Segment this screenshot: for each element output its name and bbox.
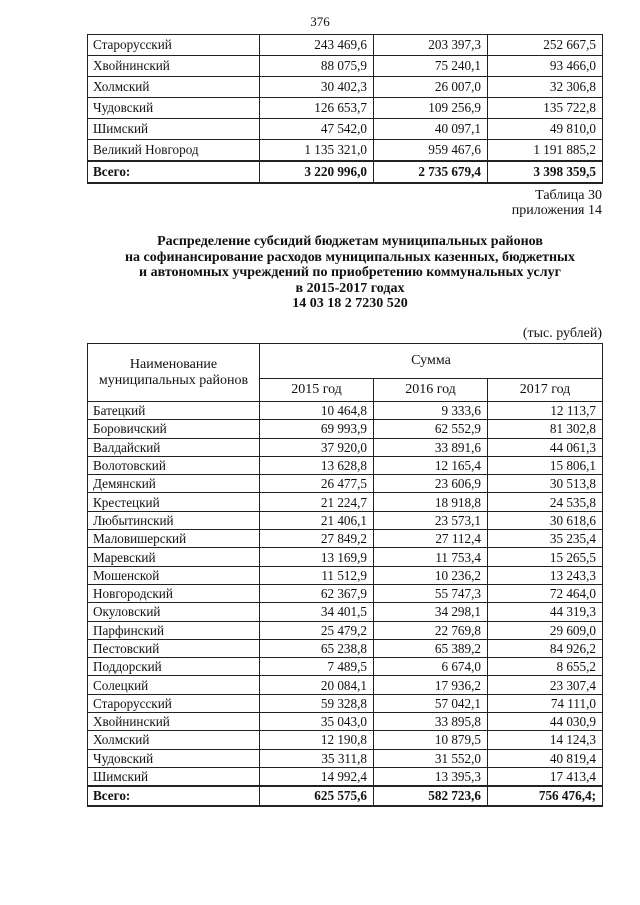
amount-cell: 12 190,8: [260, 731, 374, 749]
table-row: [88, 493, 603, 511]
amount-cell: 15 806,1: [488, 456, 603, 474]
district-name: Окуловский: [88, 603, 260, 621]
table-row: [88, 639, 603, 657]
amount-cell: 35 043,0: [260, 713, 374, 731]
amount-cell: 74 111,0: [488, 694, 603, 712]
district-name: Холмский: [88, 77, 260, 98]
district-name: Боровичский: [88, 420, 260, 438]
district-name: Маловишерский: [88, 530, 260, 548]
total-row: [88, 161, 603, 183]
amount-cell: 14 124,3: [488, 731, 603, 749]
amount-cell: 34 401,5: [260, 603, 374, 621]
table-row: [88, 548, 603, 566]
table-row: [88, 140, 603, 162]
amount-cell: 1 135 321,0: [260, 140, 374, 162]
amount-cell: 47 542,0: [260, 119, 374, 140]
amount-cell: 23 573,1: [374, 511, 488, 529]
header-sum: Сумма: [260, 344, 603, 379]
amount-cell: 17 936,2: [374, 676, 488, 694]
district-name: Чудовский: [88, 98, 260, 119]
table-row: [88, 119, 603, 140]
amount-cell: 59 328,8: [260, 694, 374, 712]
district-name: Новгородский: [88, 584, 260, 602]
total-amount: 2 735 679,4: [374, 161, 488, 183]
amount-cell: 13 169,9: [260, 548, 374, 566]
amount-cell: 55 747,3: [374, 584, 488, 602]
district-name: Крестецкий: [88, 493, 260, 511]
amount-cell: 81 302,8: [488, 420, 603, 438]
amount-cell: 15 265,5: [488, 548, 603, 566]
amount-cell: 6 674,0: [374, 658, 488, 676]
amount-cell: 7 489,5: [260, 658, 374, 676]
total-amount: 756 476,4;: [488, 786, 603, 805]
total-label: Всего:: [88, 161, 260, 183]
total-amount: 3 398 359,5: [488, 161, 603, 183]
amount-cell: 49 810,0: [488, 119, 603, 140]
amount-cell: 20 084,1: [260, 676, 374, 694]
district-name: Солецкий: [88, 676, 260, 694]
amount-cell: 17 413,4: [488, 767, 603, 786]
table-body: [88, 402, 603, 806]
title-line: и автономных учреждений по приобретению коммунальных услуг: [139, 265, 561, 280]
district-name: Хвойнинский: [88, 713, 260, 731]
amount-cell: 34 298,1: [374, 603, 488, 621]
amount-cell: 72 464,0: [488, 584, 603, 602]
amount-cell: 21 224,7: [260, 493, 374, 511]
amount-cell: 23 307,4: [488, 676, 603, 694]
header-year: 2015 год: [260, 379, 374, 402]
amount-cell: 135 722,8: [488, 98, 603, 119]
amount-cell: 8 655,2: [488, 658, 603, 676]
amount-cell: 35 235,4: [488, 530, 603, 548]
amount-cell: 23 606,9: [374, 475, 488, 493]
table-previous-continuation: [87, 34, 603, 184]
title-line: на софинансирование расходов муниципальных казенных, бюджетных: [124, 249, 575, 265]
total-row: [88, 786, 603, 805]
amount-cell: 44 061,3: [488, 438, 603, 456]
district-name: Хвойнинский: [88, 56, 260, 77]
table-row: [88, 731, 603, 749]
title-line: Распределение субсидий бюджетам муниципальных районов: [157, 234, 543, 249]
amount-cell: 31 552,0: [374, 749, 488, 767]
amount-cell: 252 667,5: [488, 35, 603, 56]
table-row: [88, 676, 603, 694]
district-name: Маревский: [88, 548, 260, 566]
total-amount: 3 220 996,0: [260, 161, 374, 183]
amount-cell: 10 879,5: [374, 731, 488, 749]
amount-cell: 29 609,0: [488, 621, 603, 639]
amount-cell: 13 628,8: [260, 456, 374, 474]
title-line: в 2015-2017 годах: [295, 280, 405, 296]
amount-cell: 30 513,8: [488, 475, 603, 493]
subsidy-distribution-table: [87, 343, 603, 807]
table-title: [60, 234, 640, 312]
amount-cell: 126 653,7: [260, 98, 374, 119]
amount-cell: 26 007,0: [374, 77, 488, 98]
amount-cell: 88 075,9: [260, 56, 374, 77]
amount-cell: 25 479,2: [260, 621, 374, 639]
total-label: Всего:: [88, 786, 260, 805]
table-row: [88, 475, 603, 493]
table-row: [88, 35, 603, 56]
table-row: [88, 420, 603, 438]
table-row: [88, 767, 603, 786]
table-number: Таблица 30: [535, 188, 602, 203]
district-name: Чудовский: [88, 749, 260, 767]
table-row: [88, 98, 603, 119]
table-row: [88, 511, 603, 529]
units-label: (тыс. рублей): [522, 326, 602, 341]
district-name: Великий Новгород: [88, 140, 260, 162]
amount-cell: 62 552,9: [374, 420, 488, 438]
amount-cell: 44 319,3: [488, 603, 603, 621]
district-name: Демянский: [88, 475, 260, 493]
amount-cell: 18 918,8: [374, 493, 488, 511]
table-row: [88, 438, 603, 456]
district-name: Валдайский: [88, 438, 260, 456]
table-row: [88, 621, 603, 639]
amount-cell: 13 395,3: [374, 767, 488, 786]
amount-cell: 84 926,2: [488, 639, 603, 657]
amount-cell: 27 112,4: [374, 530, 488, 548]
amount-cell: 30 402,3: [260, 77, 374, 98]
amount-cell: 10 464,8: [260, 402, 374, 420]
amount-cell: 21 406,1: [260, 511, 374, 529]
header-year: 2016 год: [374, 379, 488, 402]
table-row: [88, 402, 603, 420]
amount-cell: 14 992,4: [260, 767, 374, 786]
district-name: Волотовский: [88, 456, 260, 474]
amount-cell: 11 753,4: [374, 548, 488, 566]
amount-cell: 11 512,9: [260, 566, 374, 584]
header-name-column: Наименование муниципальных районов: [88, 344, 260, 402]
amount-cell: 26 477,5: [260, 475, 374, 493]
amount-cell: 13 243,3: [488, 566, 603, 584]
amount-cell: 109 256,9: [374, 98, 488, 119]
district-name: Шимский: [88, 767, 260, 786]
amount-cell: 22 769,8: [374, 621, 488, 639]
table-row: [88, 584, 603, 602]
amount-cell: 65 389,2: [374, 639, 488, 657]
table-row: [88, 566, 603, 584]
district-name: Мошенской: [88, 566, 260, 584]
district-name: Любытинский: [88, 511, 260, 529]
district-name: Батецкий: [88, 402, 260, 420]
budget-code: 14 03 18 2 7230 520: [292, 296, 408, 311]
page-number: 376: [310, 14, 330, 29]
amount-cell: 35 311,8: [260, 749, 374, 767]
amount-cell: 10 236,2: [374, 566, 488, 584]
table-row: [88, 77, 603, 98]
amount-cell: 40 097,1: [374, 119, 488, 140]
table-row: [88, 530, 603, 548]
table-row: [88, 694, 603, 712]
table-row: [88, 713, 603, 731]
amount-cell: 9 333,6: [374, 402, 488, 420]
header-year: 2017 год: [488, 379, 603, 402]
amount-cell: 959 467,6: [374, 140, 488, 162]
table-row: [88, 749, 603, 767]
district-name: Старорусский: [88, 694, 260, 712]
amount-cell: 37 920,0: [260, 438, 374, 456]
amount-cell: 203 397,3: [374, 35, 488, 56]
total-amount: 582 723,6: [374, 786, 488, 805]
amount-cell: 24 535,8: [488, 493, 603, 511]
amount-cell: 44 030,9: [488, 713, 603, 731]
district-name: Поддорский: [88, 658, 260, 676]
table-row: [88, 603, 603, 621]
amount-cell: 30 618,6: [488, 511, 603, 529]
table-row: [88, 56, 603, 77]
amount-cell: 75 240,1: [374, 56, 488, 77]
amount-cell: 33 891,6: [374, 438, 488, 456]
district-name: Шимский: [88, 119, 260, 140]
table-reference: [512, 188, 602, 218]
table-body: [88, 35, 603, 184]
table-row: [88, 658, 603, 676]
amount-cell: 1 191 885,2: [488, 140, 603, 162]
amount-cell: 57 042,1: [374, 694, 488, 712]
amount-cell: 40 819,4: [488, 749, 603, 767]
district-name: Холмский: [88, 731, 260, 749]
amount-cell: 69 993,9: [260, 420, 374, 438]
amount-cell: 33 895,8: [374, 713, 488, 731]
appendix-number: приложения 14: [511, 203, 602, 218]
district-name: Пестовский: [88, 639, 260, 657]
amount-cell: 12 113,7: [488, 402, 603, 420]
district-name: Старорусский: [88, 35, 260, 56]
total-amount: 625 575,6: [260, 786, 374, 805]
amount-cell: 93 466,0: [488, 56, 603, 77]
district-name: Парфинский: [88, 621, 260, 639]
amount-cell: 65 238,8: [260, 639, 374, 657]
amount-cell: 62 367,9: [260, 584, 374, 602]
amount-cell: 243 469,6: [260, 35, 374, 56]
table-row: [88, 456, 603, 474]
amount-cell: 12 165,4: [374, 456, 488, 474]
amount-cell: 27 849,2: [260, 530, 374, 548]
amount-cell: 32 306,8: [488, 77, 603, 98]
